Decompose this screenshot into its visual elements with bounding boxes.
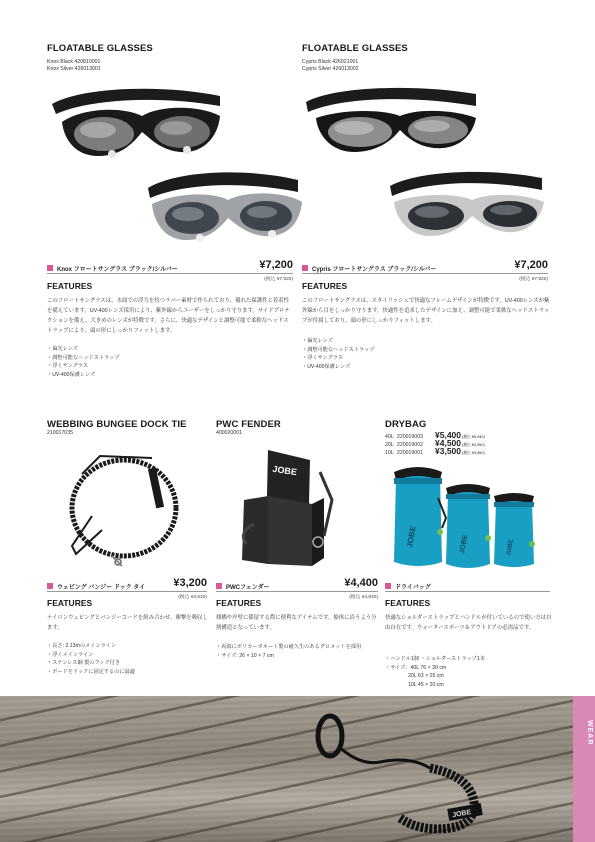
list-item: ・調整可能なヘッドストラップ bbox=[47, 354, 120, 361]
fender-features-heading: FEATURES bbox=[216, 598, 262, 608]
knox-features-heading: FEATURES bbox=[47, 281, 93, 291]
pink-square-icon bbox=[47, 265, 53, 271]
cypris-product-bar bbox=[302, 259, 548, 274]
knox-codes bbox=[47, 59, 101, 73]
dock-tie-description: ナイロンウェビングとバンジーコードを組み合わせ、衝撃を吸収します。 bbox=[47, 615, 208, 631]
cypris-feature-list bbox=[302, 337, 374, 372]
svg-text:JOBE: JOBE bbox=[271, 463, 298, 478]
cypris-price: ¥7,200 bbox=[514, 259, 548, 271]
wear-side-tab-label: WEAR bbox=[586, 720, 593, 746]
drybag-features-heading: FEATURES bbox=[385, 598, 431, 608]
fender-feature-list bbox=[216, 643, 361, 660]
knox-code-silver: Knox Silver 426013001 bbox=[47, 66, 101, 72]
cypris-code-black: Cypris Black 426021001 bbox=[302, 59, 359, 65]
list-item: ・サイズ：40L 76 × 30 cm bbox=[385, 664, 447, 671]
drybag-size-row: 20L 220019002 ¥4,500 (税込 ¥4,950) bbox=[385, 438, 485, 448]
cypris-tax-price: (税込 ¥7,920) bbox=[519, 277, 548, 282]
dock-tie-product-name: ウェビング バンジー ドック タイ bbox=[57, 585, 146, 591]
knox-section-title: FLOATABLE GLASSES bbox=[47, 43, 153, 54]
list-item: 10L 45 × 20 cm bbox=[408, 682, 444, 689]
list-item: ・長さ: 2.13mのメインライン bbox=[47, 643, 116, 649]
list-item: ・ハンドル1個 ・ショルダーストラップ1本 bbox=[385, 656, 485, 662]
list-item: ・サイズ: 26 × 10 × 7 cm bbox=[216, 652, 274, 659]
drybag-size-row: 10L 220019001 ¥3,500 (税込 ¥3,850) bbox=[385, 446, 485, 456]
knox-silver-glasses-image bbox=[138, 168, 308, 256]
list-item: ・偏光レンズ bbox=[47, 346, 78, 352]
pink-square-icon bbox=[47, 583, 53, 589]
fender-section-title: PWC FENDER bbox=[216, 419, 281, 430]
cypris-description: このフロートサングラスは、スタイリッシュで快適なフレームデザインが特徴です。UV-400レンズが紫外線から目をしっかり守ります。快適性を追求したデザインに加え、調整可能で柔軟なヘッドストラップが付属しており、頭の形にしっかりフィットします。 bbox=[302, 298, 550, 324]
knox-description: このフロートサングラスは、水面での浮力を持つラバー素材で作られており、優れた保護性と着着性を備えています。UV-400レンズ採用により、紫外線からユーザーをしっかり守ります。サイドプロテクションを備え、大きめのレンズが特徴です。さらに、快適なデザインと調整可能で柔軟なヘッドストラップにより、頭の形にしっかりフィットします。 bbox=[47, 298, 290, 334]
knox-black-glasses-image bbox=[42, 82, 232, 172]
dock-photo bbox=[0, 696, 573, 842]
svg-text:JOBE: JOBE bbox=[506, 539, 515, 557]
list-item: ・両端にポリカーボネート製の耐久生のあるグロメットを採用 bbox=[216, 644, 362, 650]
svg-text:JOBE: JOBE bbox=[451, 808, 472, 820]
dock-tie-section-title: WEBBING BUNGEE DOCK TIE bbox=[47, 419, 187, 430]
wear-side-tab bbox=[573, 696, 595, 842]
pink-square-icon bbox=[302, 265, 308, 271]
cypris-code-silver: Cypris Silver 426013002 bbox=[302, 66, 359, 72]
dock-tie-features-heading: FEATURES bbox=[47, 598, 93, 608]
list-item: ・浮くサングラス bbox=[302, 355, 343, 362]
cypris-section-title: FLOATABLE GLASSES bbox=[302, 43, 408, 54]
knox-code-black: Knox Black 420810001 bbox=[47, 59, 101, 65]
dock-tie-feature-list bbox=[47, 642, 135, 677]
knox-product-name: Knox フロートサングラス ブラック/シルバー bbox=[57, 267, 178, 273]
list-item: ・偏光レンズ bbox=[302, 338, 333, 344]
cypris-features-heading: FEATURES bbox=[302, 281, 348, 291]
fender-code: 400020001 bbox=[216, 430, 242, 436]
drybag-product-name: ドライバッグ bbox=[395, 585, 431, 591]
dock-tie-image bbox=[62, 446, 192, 574]
drybag-size-table bbox=[385, 430, 485, 454]
drybag-size-row: 40L 220019003 ¥5,400 (税込 ¥5,940) bbox=[385, 430, 485, 440]
knox-price: ¥7,200 bbox=[259, 259, 293, 271]
fender-product-name: PWCフェンダー bbox=[226, 585, 270, 591]
dock-tie-price: ¥3,200 bbox=[173, 577, 207, 589]
pink-square-icon bbox=[216, 583, 222, 589]
knox-product-bar bbox=[47, 259, 293, 274]
knox-feature-list bbox=[47, 345, 119, 380]
list-item: 20L 63 × 25 cm bbox=[408, 673, 444, 680]
list-item: ・浮くメインライン bbox=[47, 651, 94, 658]
svg-text:JOBE: JOBE bbox=[405, 525, 418, 549]
fender-price: ¥4,400 bbox=[344, 577, 378, 589]
dock-tie-tax-price: (税込 ¥3,520) bbox=[178, 595, 207, 600]
list-item: ・調整可能なヘッドストラップ bbox=[302, 346, 375, 353]
drybag-product-bar bbox=[385, 580, 550, 592]
knox-tax-price: (税込 ¥7,920) bbox=[264, 277, 293, 282]
drybag-feature-list bbox=[385, 655, 485, 690]
cypris-product-name: Cypris フロートサングラス ブラック/シルバー bbox=[312, 267, 437, 273]
list-item: ・浮くサングラス bbox=[47, 363, 88, 370]
list-item: ・UV-400保護レンズ bbox=[302, 364, 351, 371]
drybag-section-title: DRYBAG bbox=[385, 419, 427, 430]
list-item: ・ステンレス鋼 製のフック付き bbox=[47, 660, 121, 667]
svg-text:JOBE: JOBE bbox=[459, 534, 470, 555]
cypris-black-glasses-image bbox=[296, 82, 486, 172]
dock-tie-on-dock-image bbox=[300, 706, 500, 836]
fender-tax-price: (税込 ¥4,840) bbox=[349, 595, 378, 600]
dock-tie-product-bar bbox=[47, 577, 207, 592]
pwc-fender-image bbox=[228, 440, 358, 574]
drybag-image bbox=[388, 458, 548, 574]
cypris-codes bbox=[302, 59, 359, 73]
pink-square-icon bbox=[385, 583, 391, 589]
list-item: ・UV-400保護レンズ bbox=[47, 372, 96, 379]
dock-tie-code: 210017035 bbox=[47, 430, 73, 436]
list-item: ・ボードをドックに固定するのに最適 bbox=[47, 669, 135, 676]
cypris-silver-glasses-image bbox=[380, 168, 550, 256]
drybag-description: 快適なショルダーストラップとハンドルが付いているので使い方は自由自在です。ウォータースポーツ＆アウトドアの必需品です。 bbox=[385, 615, 552, 631]
fender-description: 桟橋や岸壁に係留する際に便利なアイテムです。船体に沿うよう分割構造となっています。 bbox=[216, 615, 377, 631]
fender-product-bar bbox=[216, 577, 378, 592]
